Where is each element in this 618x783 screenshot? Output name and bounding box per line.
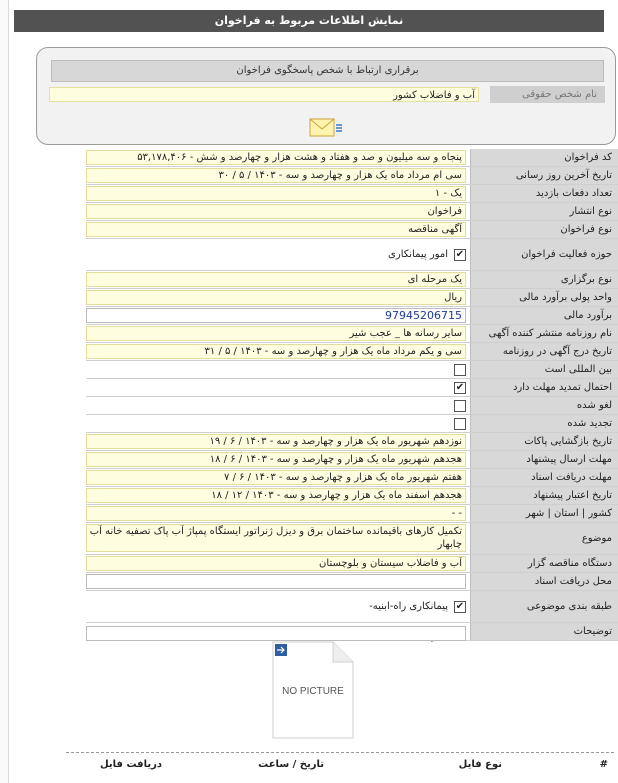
detail-checkbox[interactable]: ✔ xyxy=(455,248,465,260)
detail-value[interactable]: ۱۸ / ۱۲ / ۱۴۰۳ - هجدهم اسفند ماه یک هزار و چهارصد و سه xyxy=(86,488,466,503)
detail-row xyxy=(86,325,618,343)
detail-label: نوع فراخوان xyxy=(470,221,618,238)
detail-row xyxy=(86,343,618,361)
detail-value[interactable]: ۱۸ / ۶ / ۱۴۰۳ - هجدهم شهریور ماه یک هزار و چهارصد و سه xyxy=(86,452,466,467)
detail-value[interactable]: یک مرحله ای xyxy=(86,272,466,287)
contact-value-field[interactable]: آب و فاضلاب کشور xyxy=(49,87,479,102)
detail-row xyxy=(86,397,618,415)
detail-label: تاریخ اعتبار پیشنهاد xyxy=(470,487,618,504)
detail-checkbox[interactable] xyxy=(454,418,466,430)
detail-row xyxy=(86,505,618,523)
files-col-download: دریافت فایل xyxy=(100,759,162,770)
detail-row xyxy=(86,523,618,555)
files-table-header xyxy=(66,752,614,775)
detail-checkbox[interactable]: ✔ xyxy=(455,381,465,393)
detail-value[interactable]: ۱ - یک xyxy=(86,186,466,201)
tender-details-table xyxy=(86,149,618,641)
envelope-icon[interactable] xyxy=(308,116,344,140)
detail-row xyxy=(86,555,618,573)
detail-value[interactable]: ۳۱ / ۵ / ۱۴۰۳ - سی و یکم مرداد ماه یک هزار و چهارصد و سه xyxy=(86,344,466,359)
detail-row xyxy=(86,487,618,505)
detail-label: برآورد مالی xyxy=(470,307,618,324)
detail-value[interactable] xyxy=(86,574,466,589)
detail-row xyxy=(86,451,618,469)
contact-panel xyxy=(36,47,616,145)
detail-row xyxy=(86,361,618,379)
detail-label: مهلت ارسال پیشنهاد xyxy=(470,451,618,468)
detail-value[interactable]: تکمیل کارهای باقیمانده ساختمان برق و دیزل ژنراتور ایستگاه پمپاژ آب پاک تصفیه خانه آب چابهار xyxy=(86,524,466,552)
no-picture-image xyxy=(271,640,355,740)
detail-value[interactable]: ۷ / ۶ / ۱۴۰۳ - هفتم شهریور ماه یک هزار و چهارصد و سه xyxy=(86,470,466,485)
checkbox-label: امور پیمانکاری xyxy=(388,249,448,260)
detail-label: نام روزنامه منتشر کننده آگهی xyxy=(470,325,618,342)
no-picture-label: NO PICTURE xyxy=(282,686,344,697)
page-title: نمایش اطلاعات مربوط به فراخوان xyxy=(14,10,604,32)
detail-value[interactable]: ریال xyxy=(86,290,466,305)
detail-label: طبقه بندی موضوعی xyxy=(470,591,618,622)
detail-value[interactable]: ۳۰ / ۵ / ۱۴۰۳ - سی ام مرداد ماه یک هزار و چهارصد و سه xyxy=(86,168,466,183)
detail-label: تعداد دفعات بازدید xyxy=(470,185,618,202)
detail-row xyxy=(86,185,618,203)
detail-row xyxy=(86,623,618,641)
detail-value[interactable]: آگهی مناقصه xyxy=(86,222,466,237)
detail-label: کشور | استان | شهر xyxy=(470,505,618,522)
detail-label: نوع انتشار xyxy=(470,203,618,220)
detail-label: تاریخ بازگشایی پاکات xyxy=(470,433,618,450)
files-col-number: # xyxy=(599,759,608,770)
detail-label: بین المللی است xyxy=(470,361,618,378)
detail-row xyxy=(86,379,618,397)
detail-label: لغو شده xyxy=(470,397,618,414)
detail-row xyxy=(86,591,618,623)
detail-row xyxy=(86,573,618,591)
detail-label: احتمال تمدید مهلت دارد xyxy=(470,379,618,396)
contact-label: نام شخص حقوقی xyxy=(490,86,605,103)
detail-value[interactable]: ۱۹ / ۶ / ۱۴۰۳ - نوزدهم شهریور ماه یک هزار و چهارصد و سه xyxy=(86,434,466,449)
detail-row xyxy=(86,203,618,221)
detail-row xyxy=(86,469,618,487)
detail-checkbox[interactable] xyxy=(454,400,466,412)
detail-label: دستگاه مناقصه گزار xyxy=(470,555,618,572)
detail-label: تاریخ درج آگهی در روزنامه xyxy=(470,343,618,360)
detail-value[interactable]: ۵۳,۱۷۸,۴۰۶ - پنجاه و سه میلیون و صد و هفتاد و هشت هزار و چهارصد و شش xyxy=(86,150,466,165)
detail-label: نوع برگزاری xyxy=(470,271,618,288)
detail-label: موضوع xyxy=(470,523,618,554)
detail-label: واحد پولی برآورد مالی xyxy=(470,289,618,306)
detail-row xyxy=(86,149,618,167)
detail-row xyxy=(86,307,618,325)
detail-row xyxy=(86,221,618,239)
detail-row xyxy=(86,433,618,451)
detail-label: مهلت دریافت اسناد xyxy=(470,469,618,486)
detail-row xyxy=(86,415,618,433)
files-col-type: نوع فایل xyxy=(458,759,502,770)
detail-value[interactable]: فراخوان xyxy=(86,204,466,219)
detail-row xyxy=(86,271,618,289)
detail-label: کد فراخوان xyxy=(470,149,618,166)
detail-value[interactable]: - - xyxy=(86,506,466,521)
detail-row xyxy=(86,239,618,271)
left-frame-border xyxy=(0,0,9,783)
detail-label: حوزه فعالیت فراخوان xyxy=(470,239,618,270)
detail-label: تجدید شده xyxy=(470,415,618,432)
detail-label: توضیحات xyxy=(470,623,618,640)
detail-label: تاریخ آخرین روز رسانی xyxy=(470,167,618,184)
contact-header: برقراری ارتباط با شخص پاسخگوی فراخوان xyxy=(51,60,604,82)
detail-value[interactable]: سایر رسانه ها _ عجب شیر xyxy=(86,326,466,341)
detail-row xyxy=(86,167,618,185)
detail-value[interactable] xyxy=(86,626,466,641)
detail-checkbox[interactable]: ✔ xyxy=(455,600,465,612)
detail-label: محل دریافت اسناد xyxy=(470,573,618,590)
detail-value[interactable]: آب و فاضلاب سیستان و بلوچستان xyxy=(86,556,466,571)
detail-checkbox[interactable] xyxy=(454,364,466,376)
detail-value[interactable]: 97945206715 xyxy=(86,308,466,323)
checkbox-label: پیمانکاری راه-ابنیه- xyxy=(369,601,448,612)
files-col-date: تاریخ / ساعت xyxy=(258,759,324,770)
detail-row xyxy=(86,289,618,307)
